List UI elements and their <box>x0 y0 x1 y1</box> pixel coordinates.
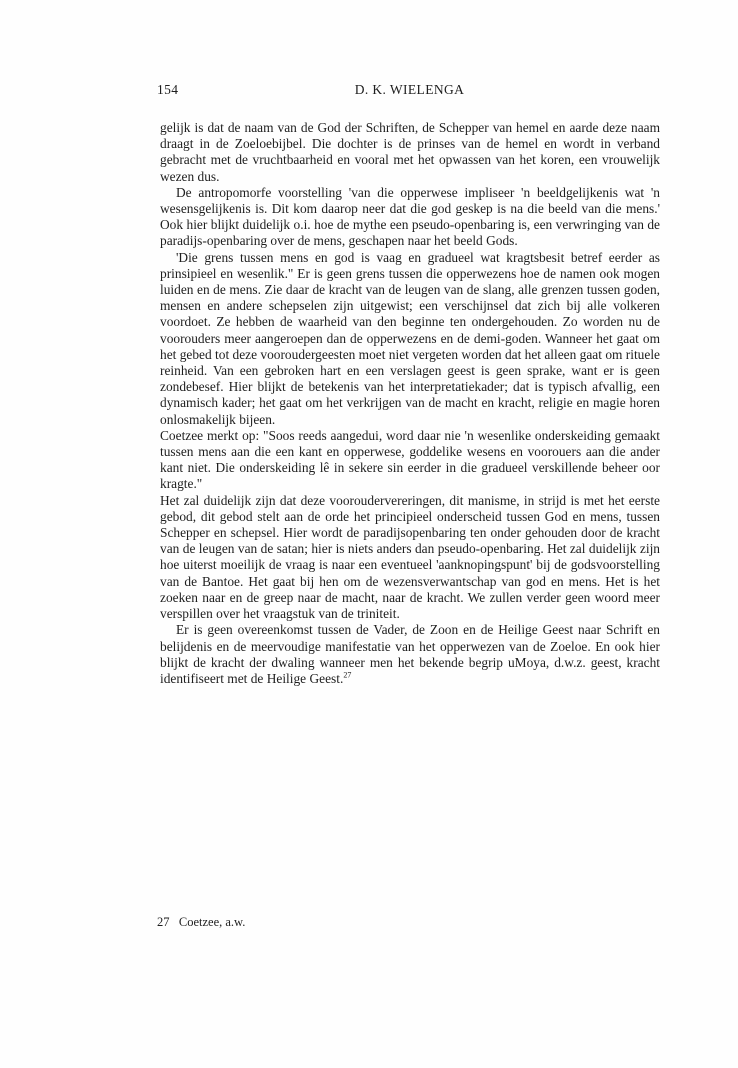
page-number: 154 <box>157 82 179 97</box>
paragraph-5: Het zal duidelijk zijn dat deze vooroudervereringen, dit manisme, in strijd is met het eerste gebod, dit gebod stelt aan de orde het principieel onderscheid tussen God en mens, tussen Schepper en schepsel. Hier wordt de paradijsopenbaring ten onder gehouden door de kracht van de leugen van de satan; hier is niets anders dan pseudo-openbaring. Het zal duidelijk zijn hoe uiterst moeilijk de vraag is naar een eventueel 'aanknopingspunt' bij de godsvoorstelling van de Bantoe. Het gaat bij hen om de wezensverwantschap van god en mens. Het is het zoeken naar en de greep naar de macht, naar de kracht. We zullen verder geen woord meer verspillen over het vraagstuk van de triniteit. <box>160 492 660 622</box>
footnote-ref: 27 <box>343 670 352 680</box>
paragraph-6-text: Er is geen overeenkomst tussen de Vader, de Zoon en de Heilige Geest naar Schrift en belijdenis en de meervoudige manifestatie van het opperwezen van de Zoeloe. En ook hier blijkt de kracht der dwaling wanneer men het bekende begrip uMoya, d.w.z. geest, kracht identifiseert met de Heilige Geest. <box>160 622 660 686</box>
paragraph-2: De antropomorfe voorstelling 'van die opperwese impliseer 'n beeldgelijkenis wat 'n wesensgelijkenis is. Dit kom daarop neer dat die god geskep is na die beeld van die mens.' Ook hier blijkt duidelijk o.i. hoe de mythe een pseudo-openbaring is, een verwringing van de paradijs-openbaring over de mens, geschapen naar het beeld Gods. <box>160 184 660 249</box>
paragraph-4: Coetzee merkt op: "Soos reeds aangedui, word daar nie 'n wesenlike onderskeiding gemaakt tussen mens aan die een kant en opperwese, goddelike wesens en voorouers aan die ander kant niet. Die onderskeiding lê in sekere sin eerder in die gradueel verskillende beheer oor kragte." <box>160 427 660 492</box>
paragraph-6 <box>160 622 660 687</box>
paragraph-3: 'Die grens tussen mens en god is vaag en gradueel wat kragtsbesit betref eerder as prinsipieel en wesenlik." Er is geen grens tussen die opperwezens hoe de namen ook mogen luiden en de mens. Zie daar de kracht van de leugen van de slang, alle grenzen tussen goden, mensen en andere schepselen zijn uitgewist; een verschijnsel dat zich bij alle volkeren voordoet. Ze hebben de waarheid van den beginne ten ondergehouden. Zo worden nu de voorouders meer aangeroepen dan de opperwezens en de demi-goden. Wanneer het gaat om het gebed tot deze vooroudergeesten moet niet vergeten worden dat het alleen gaat om rituele reinheid. Van een gebroken hart en een verslagen geest is geen sprake, want er is geen zondebesef. Hier blijkt de betekenis van het interpretatiekader; dat is typisch afvallig, een dynamisch kader; het gaat om het verkrijgen van de macht en kracht, religie en magie horen onlosmakelijk bijeen. <box>160 249 660 427</box>
running-head: D. K. WIELENGA <box>354 82 465 97</box>
paragraph-1: gelijk is dat de naam van de God der Schriften, de Schepper van hemel en aarde deze naam draagt in de Zoeloebijbel. Die dochter is de prinses van de hemel en wordt in verband gebracht met de vruchtbaarheid en vooral met het opwassen van het koren, een vrouwelijk wezen dus. <box>160 120 660 184</box>
body-text <box>160 120 660 687</box>
footnote: 27 Coetzee, a.w. <box>157 915 246 929</box>
page-header <box>157 82 662 102</box>
